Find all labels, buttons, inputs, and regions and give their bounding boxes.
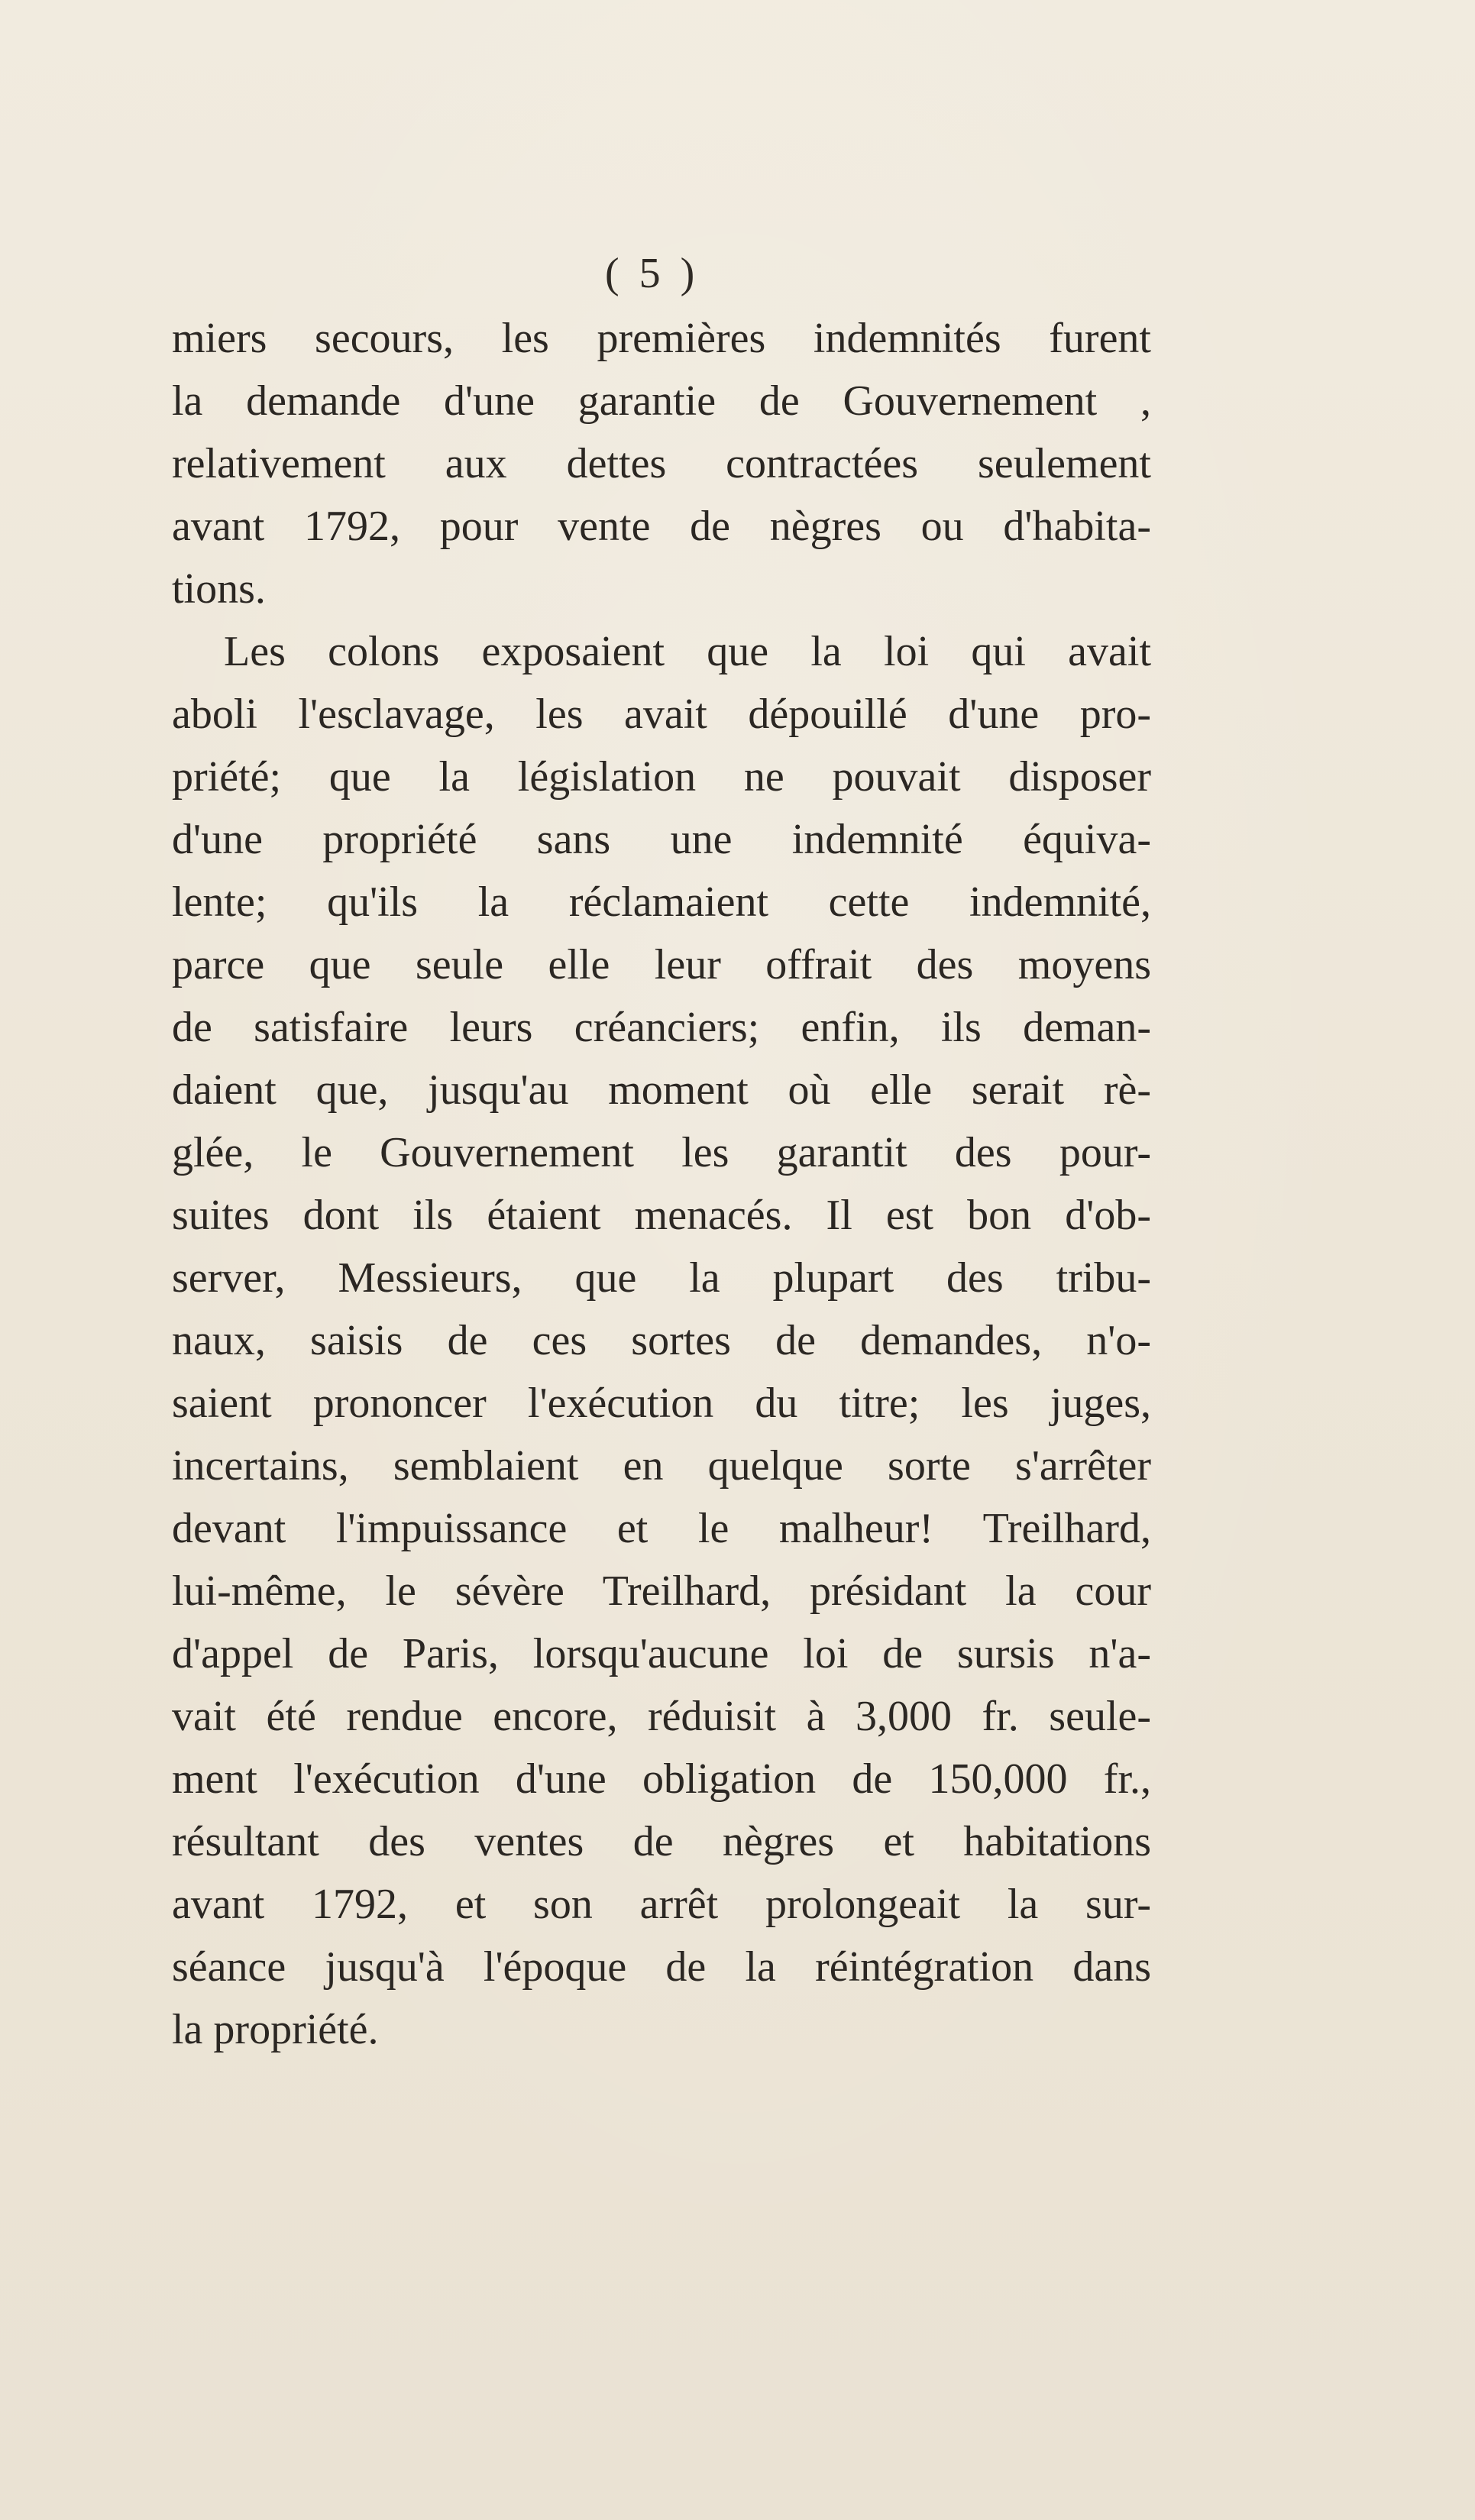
text-line: d'appel de Paris, lorsqu'aucune loi de sursis n'a- [172,1630,1151,1677]
text-line: glée, le Gouvernement les garantit des pour- [172,1129,1151,1176]
page-number: ( 5 ) [605,250,700,297]
text-line: de satisfaire leurs créanciers; enfin, ils deman- [172,1004,1151,1051]
text-line: priété; que la législation ne pouvait disposer [172,753,1151,801]
text-line: server, Messieurs, que la plupart des tribu- [172,1254,1151,1302]
text-line: ment l'exécution d'une obligation de 150,000 fr., [172,1755,1151,1803]
text-line: naux, saisis de ces sortes de demandes, n'o- [172,1317,1151,1364]
text-line: séance jusqu'à l'époque de la réintégration dans [172,1943,1151,1991]
text-line: résultant des ventes de nègres et habitations [172,1818,1151,1865]
text-line: relativement aux dettes contractées seulement [172,440,1151,487]
text-line: miers secours, les premières indemnités furent [172,315,1151,362]
text-line: parce que seule elle leur offrait des moyens [172,941,1151,988]
text-line: la propriété. [172,2006,379,2053]
text-line: d'une propriété sans une indemnité équiva- [172,816,1151,863]
text-line: Les colons exposaient que la loi qui avait [224,628,1151,675]
text-line: la demande d'une garantie de Gouvernement , [172,377,1151,425]
text-line: saient prononcer l'exécution du titre; les juges, [172,1380,1151,1427]
text-line: incertains, semblaient en quelque sorte s'arrêter [172,1442,1151,1490]
text-line: suites dont ils étaient menacés. Il est bon d'ob- [172,1192,1151,1239]
text-line: tions. [172,565,266,613]
text-line: aboli l'esclavage, les avait dépouillé d'une pro- [172,691,1151,738]
text-line: vait été rendue encore, réduisit à 3,000 fr. seule- [172,1693,1151,1740]
text-line: lente; qu'ils la réclamaient cette indemnité, [172,878,1151,926]
text-line: avant 1792, et son arrêt prolongeait la sur- [172,1881,1151,1928]
body-text [172,307,1151,2061]
text-line: lui-même, le sévère Treilhard, présidant la cour [172,1567,1151,1615]
text-line: daient que, jusqu'au moment où elle serait rè- [172,1066,1151,1114]
text-line: devant l'impuissance et le malheur! Treilhard, [172,1505,1151,1552]
text-line: avant 1792, pour vente de nègres ou d'habita- [172,503,1151,550]
